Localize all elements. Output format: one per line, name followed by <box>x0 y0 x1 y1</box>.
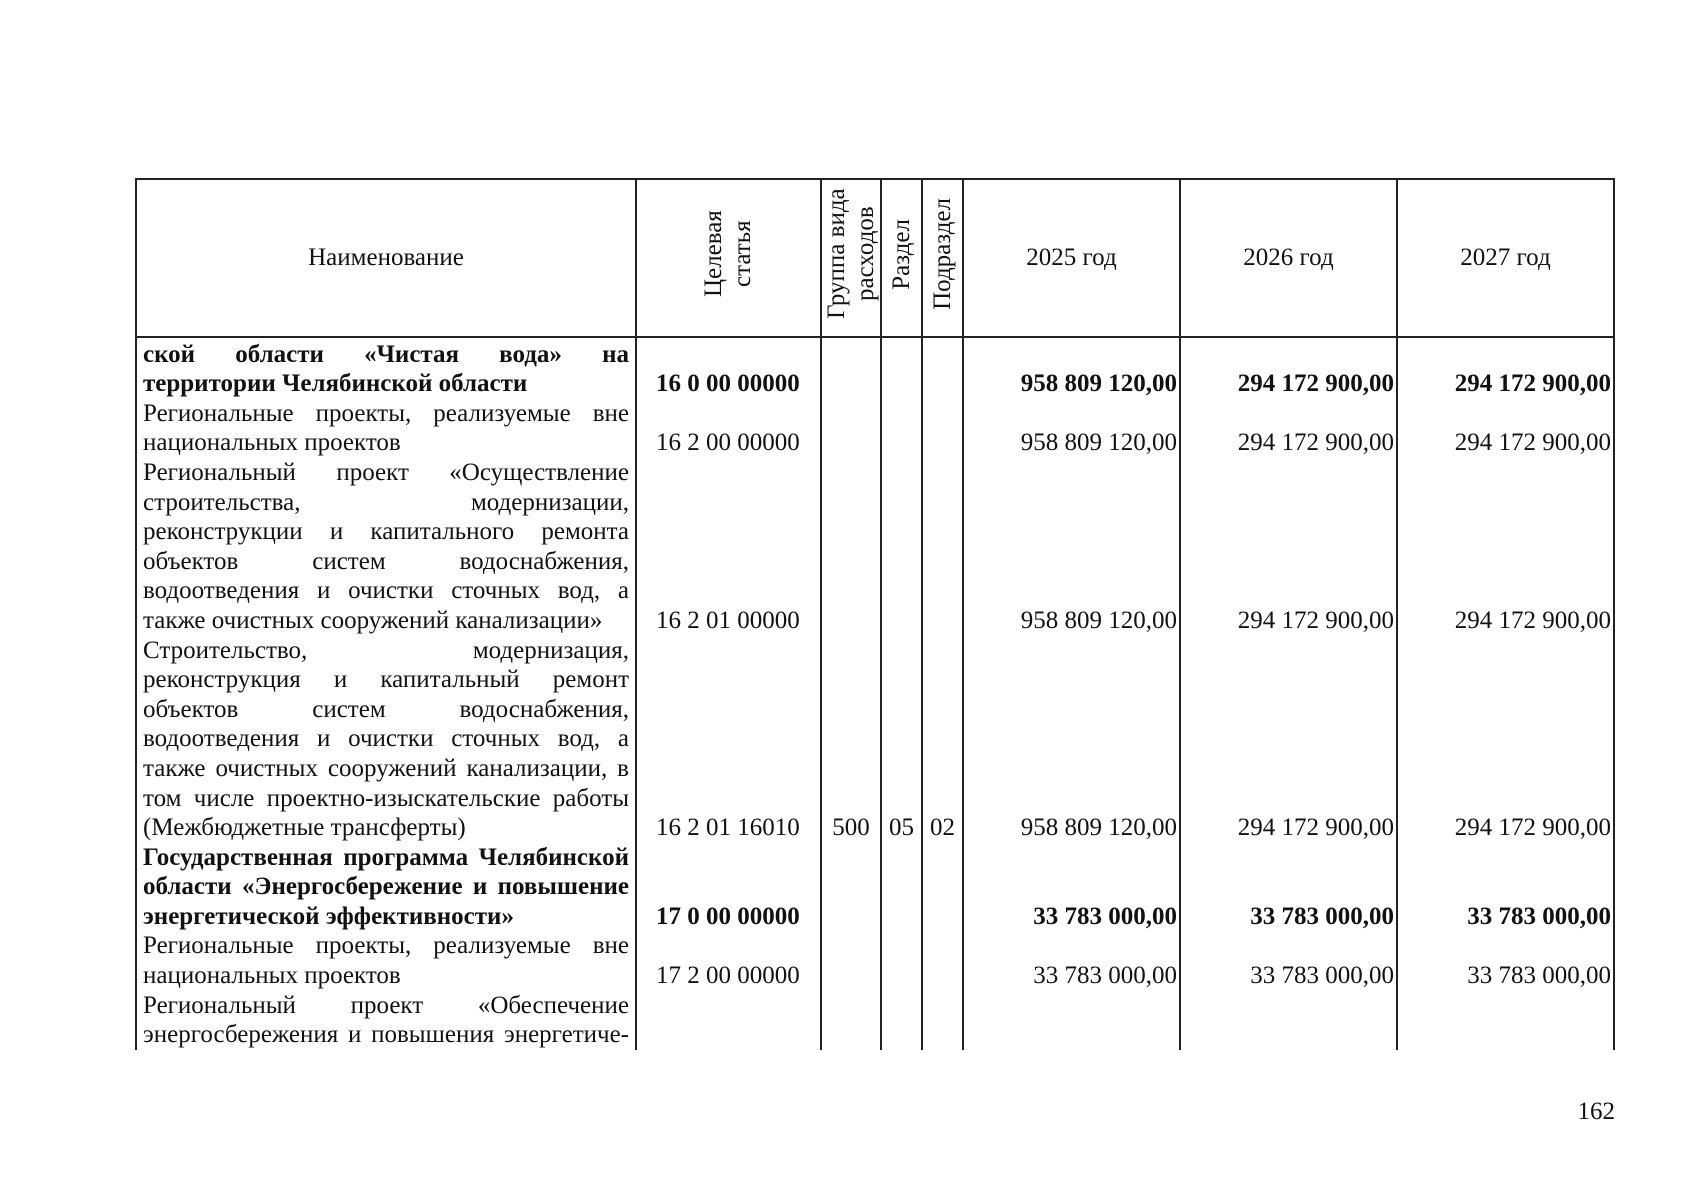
row-code: 17 2 00 00000 <box>636 931 821 990</box>
row-value-2026: 33 783 000,00 <box>1180 843 1397 932</box>
row-expense-group: 500 <box>821 636 881 843</box>
row-value-2025: 33 783 000,00 <box>963 931 1180 990</box>
row-value-2027: 294 172 900,00 <box>1397 458 1614 636</box>
row-subsection <box>922 991 963 1050</box>
header-subsection: Подраздел <box>922 179 963 337</box>
row-value-2027: 294 172 900,00 <box>1397 337 1614 399</box>
row-expense-group <box>821 991 881 1050</box>
row-expense-group <box>821 931 881 990</box>
row-subsection <box>922 458 963 636</box>
row-expense-group <box>821 399 881 458</box>
table-row <box>136 458 1614 636</box>
row-name: Региональные проекты, реализуемые вне национальных проектов <box>136 931 636 990</box>
row-code: 16 2 01 00000 <box>636 458 821 636</box>
row-name: Региональные проекты, реализуемые вне национальных проектов <box>136 399 636 458</box>
row-code: 16 0 00 00000 <box>636 337 821 399</box>
row-value-2027 <box>1397 991 1614 1050</box>
row-name: Региональный проект «Обеспечение энергосбережения и повышения энергетиче- <box>136 991 636 1050</box>
table-row <box>136 991 1614 1050</box>
row-value-2025: 958 809 120,00 <box>963 636 1180 843</box>
row-value-2027: 294 172 900,00 <box>1397 399 1614 458</box>
row-expense-group <box>821 458 881 636</box>
table-row <box>136 337 1614 399</box>
table-row <box>136 399 1614 458</box>
table-row <box>136 931 1614 990</box>
row-value-2025 <box>963 991 1180 1050</box>
row-subsection <box>922 931 963 990</box>
header-2027: 2027 год <box>1397 179 1614 337</box>
row-value-2025: 33 783 000,00 <box>963 843 1180 932</box>
table-row <box>136 636 1614 843</box>
budget-table <box>135 178 1615 1050</box>
row-name: Региональный проект «Осуществление строительства, модернизации, реконструкции и капитального ремонта объектов систем водоснабжения, водоотведения и очистки сточных вод, а также очистных сооружений канализации» <box>136 458 636 636</box>
header-section: Раздел <box>881 179 922 337</box>
header-2026: 2026 год <box>1180 179 1397 337</box>
row-value-2026: 294 172 900,00 <box>1180 337 1397 399</box>
row-name: ской области «Чистая вода» на территории Челябинской области <box>136 337 636 399</box>
row-value-2027: 294 172 900,00 <box>1397 636 1614 843</box>
row-code: 16 2 01 16010 <box>636 636 821 843</box>
row-name: Государственная программа Челябинской области «Энергосбережение и повышение энергетической эффективности» <box>136 843 636 932</box>
header-target-article: Целевая статья <box>636 179 821 337</box>
header-2025: 2025 год <box>963 179 1180 337</box>
row-section <box>881 991 922 1050</box>
row-subsection <box>922 399 963 458</box>
row-subsection <box>922 337 963 399</box>
row-code: 17 0 00 00000 <box>636 843 821 932</box>
row-expense-group <box>821 337 881 399</box>
row-value-2026: 294 172 900,00 <box>1180 636 1397 843</box>
row-value-2025: 958 809 120,00 <box>963 337 1180 399</box>
row-expense-group <box>821 843 881 932</box>
row-value-2027: 33 783 000,00 <box>1397 843 1614 932</box>
row-name: Строительство, модернизация, реконструкция и капитальный ремонт объектов систем водоснабжения, водоотведения и очистки сточных вод, а также очистных сооружений канализации, в том числе проектно-изыскательские работы (Межбюджетные трансферты) <box>136 636 636 843</box>
row-section <box>881 931 922 990</box>
row-value-2026: 294 172 900,00 <box>1180 458 1397 636</box>
row-value-2027: 33 783 000,00 <box>1397 931 1614 990</box>
row-value-2025: 958 809 120,00 <box>963 399 1180 458</box>
table-row <box>136 843 1614 932</box>
row-section: 05 <box>881 636 922 843</box>
row-code: 16 2 00 00000 <box>636 399 821 458</box>
row-section <box>881 843 922 932</box>
header-expense-group: Группа вида расходов <box>821 179 881 337</box>
row-subsection: 02 <box>922 636 963 843</box>
row-section <box>881 399 922 458</box>
page-number: 162 <box>1577 1098 1615 1125</box>
row-subsection <box>922 843 963 932</box>
row-value-2026: 33 783 000,00 <box>1180 931 1397 990</box>
row-code <box>636 991 821 1050</box>
row-value-2025: 958 809 120,00 <box>963 458 1180 636</box>
row-value-2026 <box>1180 991 1397 1050</box>
row-value-2026: 294 172 900,00 <box>1180 399 1397 458</box>
row-section <box>881 337 922 399</box>
header-name: Наименование <box>136 179 636 337</box>
table-header-row <box>136 179 1614 337</box>
row-section <box>881 458 922 636</box>
